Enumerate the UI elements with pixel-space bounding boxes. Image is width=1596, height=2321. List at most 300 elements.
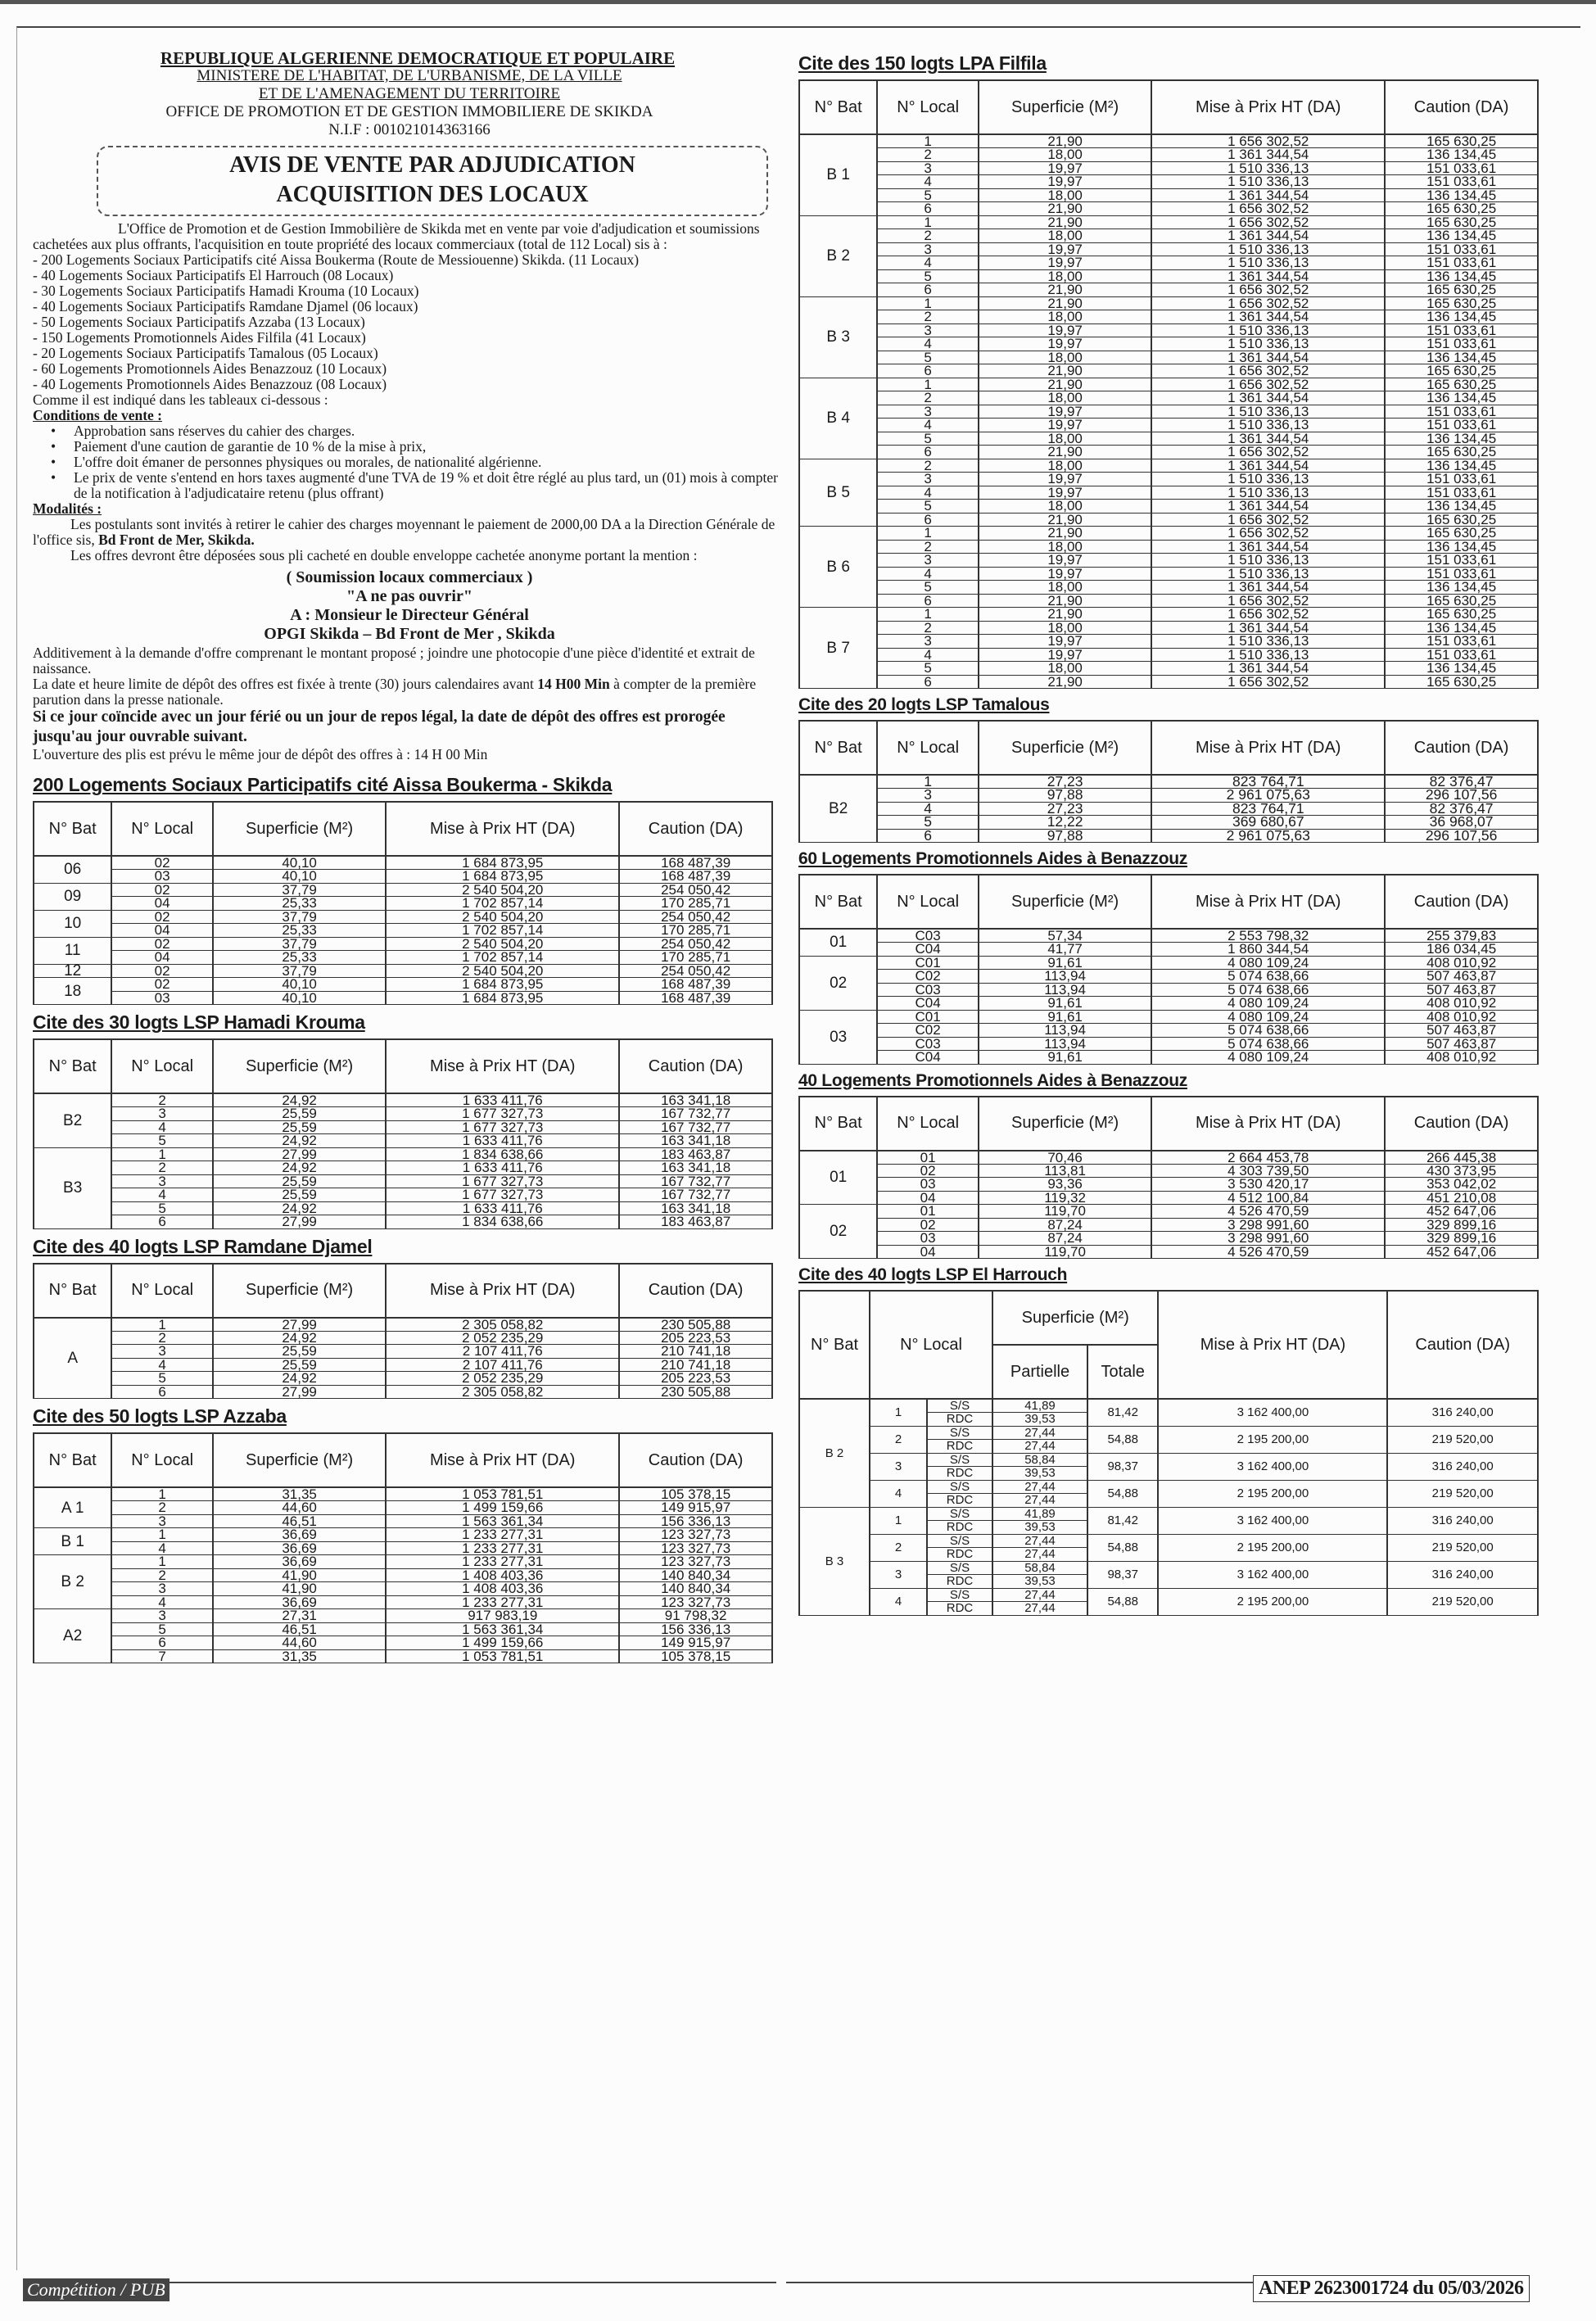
- partial-area-cell: 27,44: [992, 1534, 1087, 1548]
- table-row: [34, 1093, 772, 1107]
- building-cell: B2: [799, 775, 877, 843]
- price-cell: 5 074 638,66: [1151, 1037, 1385, 1051]
- deposit-cell: 168 487,39: [619, 870, 772, 884]
- area-cell: 21,90: [979, 527, 1151, 541]
- total-area-cell: 54,88: [1087, 1480, 1158, 1507]
- local-cell: 1: [111, 1528, 213, 1542]
- local-cell: 4: [877, 567, 979, 581]
- deposit-cell: 296 107,56: [1385, 789, 1538, 803]
- local-cell: 2: [877, 229, 979, 243]
- price-cell: 1 677 327,73: [386, 1174, 619, 1188]
- local-cell: 2: [877, 621, 979, 635]
- price-cell: 1 656 302,52: [1151, 446, 1385, 459]
- level-cell: RDC: [927, 1602, 992, 1616]
- col-superficie-header: Superficie (M²): [979, 875, 1151, 929]
- deposit-cell: 163 341,18: [619, 1134, 772, 1148]
- price-cell: 1 684 873,95: [386, 870, 619, 884]
- level-cell: S/S: [927, 1534, 992, 1548]
- partial-area-cell: 41,89: [992, 1399, 1087, 1413]
- table-row: [34, 1622, 772, 1636]
- local-cell: 5: [877, 269, 979, 283]
- area-cell: 40,10: [213, 870, 386, 884]
- building-cell: 02: [799, 956, 877, 1010]
- table-row: [799, 1010, 1538, 1024]
- local-cell: 3: [877, 242, 979, 256]
- total-area-cell: 98,37: [1087, 1453, 1158, 1480]
- local-cell: 3: [877, 789, 979, 803]
- table-row: [34, 910, 772, 924]
- local-cell: 7: [111, 1649, 213, 1663]
- col-local-header: N° Local: [877, 875, 979, 929]
- area-cell: 25,59: [213, 1345, 386, 1359]
- area-cell: 18,00: [979, 432, 1151, 446]
- building-cell: 10: [34, 910, 111, 937]
- deposit-cell: 168 487,39: [619, 978, 772, 992]
- col-caution-header: Caution (DA): [619, 1039, 772, 1093]
- price-cell: 5 074 638,66: [1151, 983, 1385, 997]
- local-cell: 4: [877, 337, 979, 351]
- local-cell: 3: [877, 473, 979, 486]
- opening-paragraph: L'ouverture des plis est prévu le même jour de dépôt des offres à : 14 H 00 Min: [33, 746, 488, 762]
- area-cell: 113,81: [979, 1164, 1151, 1178]
- deposit-cell: 210 741,18: [619, 1358, 772, 1372]
- price-cell: 3 298 991,60: [1151, 1218, 1385, 1232]
- local-cell: C02: [877, 970, 979, 984]
- area-cell: 93,36: [979, 1178, 1151, 1192]
- area-cell: 70,46: [979, 1151, 1151, 1165]
- local-cell: 01: [877, 1205, 979, 1219]
- site-item: - 50 Logements Sociaux Participatifs Azzaba (13 Locaux): [33, 314, 365, 330]
- deposit-cell: 165 630,25: [1385, 675, 1538, 689]
- area-cell: 21,90: [979, 283, 1151, 297]
- area-cell: 19,97: [979, 256, 1151, 270]
- table-row: [34, 1358, 772, 1372]
- local-cell: 04: [877, 1191, 979, 1205]
- area-cell: 19,97: [979, 405, 1151, 419]
- local-cell: 1: [111, 1555, 213, 1569]
- local-cell: 3: [111, 1514, 213, 1528]
- price-cell: 1 361 344,54: [1151, 229, 1385, 243]
- price-cell: 1 510 336,13: [1151, 175, 1385, 189]
- local-cell: 6: [877, 202, 979, 216]
- table-row: [34, 1147, 772, 1161]
- col-caution-header: Caution (DA): [1387, 1291, 1538, 1399]
- local-cell: 6: [111, 1636, 213, 1650]
- area-cell: 18,00: [979, 269, 1151, 283]
- deposit-cell: 91 798,32: [619, 1609, 772, 1623]
- col-bat-header: N° Bat: [34, 1433, 111, 1487]
- deposit-cell: 165 630,25: [1385, 364, 1538, 378]
- mention-line: A : Monsieur le Directeur Général: [290, 606, 529, 624]
- table-row: [799, 242, 1538, 256]
- local-cell: 6: [877, 446, 979, 459]
- deposit-cell: 353 042,02: [1385, 1178, 1538, 1192]
- table-row: [799, 1232, 1538, 1246]
- total-area-cell: 81,42: [1087, 1399, 1158, 1426]
- conditions-heading: Conditions de vente :: [33, 407, 162, 423]
- building-cell: B2: [34, 1093, 111, 1147]
- price-cell: 1 656 302,52: [1151, 134, 1385, 148]
- price-cell: 1 834 638,66: [386, 1147, 619, 1161]
- price-cell: 3 162 400,00: [1158, 1507, 1387, 1534]
- area-cell: 36,69: [213, 1541, 386, 1555]
- price-cell: 1 408 403,36: [386, 1582, 619, 1596]
- local-cell: 1: [111, 1318, 213, 1332]
- deposit-cell: 316 240,00: [1387, 1561, 1538, 1588]
- area-cell: 113,94: [979, 1037, 1151, 1051]
- local-cell: C03: [877, 983, 979, 997]
- table-row: [34, 937, 772, 951]
- price-cell: 1 656 302,52: [1151, 364, 1385, 378]
- area-cell: 24,92: [213, 1161, 386, 1175]
- price-cell: 4 080 109,24: [1151, 956, 1385, 970]
- area-cell: 21,90: [979, 215, 1151, 229]
- price-cell: 1 510 336,13: [1151, 405, 1385, 419]
- deposit-cell: 167 732,77: [619, 1120, 772, 1134]
- deposit-cell: 165 630,25: [1385, 513, 1538, 527]
- deposit-cell: 136 134,45: [1385, 391, 1538, 405]
- level-cell: S/S: [927, 1561, 992, 1575]
- table-row: [799, 337, 1538, 351]
- local-cell: 1: [877, 296, 979, 310]
- area-cell: 40,10: [213, 856, 386, 870]
- table-row: [799, 1164, 1538, 1178]
- building-cell: 01: [799, 929, 877, 956]
- local-cell: 1: [877, 527, 979, 541]
- area-cell: 18,00: [979, 621, 1151, 635]
- price-cell: 1 510 336,13: [1151, 648, 1385, 662]
- local-cell: 5: [877, 351, 979, 364]
- table-row: [34, 1555, 772, 1569]
- local-cell: 5: [877, 581, 979, 595]
- local-cell: 1: [111, 1487, 213, 1501]
- deposit-cell: 254 050,42: [619, 964, 772, 978]
- deposit-cell: 408 010,92: [1385, 1010, 1538, 1024]
- area-cell: 21,90: [979, 513, 1151, 527]
- price-cell: 1 860 344,54: [1151, 943, 1385, 957]
- area-cell: 97,88: [979, 789, 1151, 803]
- total-area-cell: 54,88: [1087, 1588, 1158, 1615]
- area-cell: 97,88: [979, 829, 1151, 843]
- area-cell: 21,90: [979, 675, 1151, 689]
- table-row: [34, 1528, 772, 1542]
- table-row: [799, 459, 1538, 473]
- price-cell: 5 074 638,66: [1151, 970, 1385, 984]
- table-row: [799, 675, 1538, 689]
- price-cell: 1 361 344,54: [1151, 310, 1385, 324]
- area-cell: 21,90: [979, 202, 1151, 216]
- deposit-cell: 151 033,61: [1385, 567, 1538, 581]
- local-cell: C03: [877, 1037, 979, 1051]
- price-cell: 3 162 400,00: [1158, 1453, 1387, 1480]
- area-cell: 19,97: [979, 337, 1151, 351]
- table-row: [799, 802, 1538, 816]
- local-cell: 5: [877, 816, 979, 830]
- table-row: [799, 1507, 1538, 1521]
- area-cell: 27,99: [213, 1215, 386, 1229]
- price-cell: 1 677 327,73: [386, 1120, 619, 1134]
- deposit-cell: 165 630,25: [1385, 283, 1538, 297]
- local-cell: 4: [111, 1358, 213, 1372]
- col-local-header: N° Local: [877, 80, 979, 134]
- level-cell: RDC: [927, 1575, 992, 1589]
- republic-line: REPUBLIQUE ALGERIENNE DEMOCRATIQUE ET POPULAIRE: [160, 48, 676, 68]
- local-cell: 2: [877, 148, 979, 162]
- table-title-filfila: Cite des 150 logts LPA Filfila: [798, 52, 1047, 74]
- building-cell: B 2: [799, 215, 877, 296]
- modalites-paragraph-2: Les offres devront être déposées sous pli cacheté en double enveloppe cachetée anonyme portant la mention :: [70, 547, 698, 563]
- table-row: [34, 897, 772, 911]
- table-row: [799, 594, 1538, 608]
- top-border: [0, 0, 1596, 4]
- local-cell: 5: [877, 188, 979, 202]
- ministry-line-2: ET DE L'AMENAGEMENT DU TERRITOIRE: [258, 85, 561, 102]
- price-cell: 1 684 873,95: [386, 856, 619, 870]
- col-superficie-header: Superficie (M²): [992, 1291, 1158, 1345]
- area-cell: 27,99: [213, 1318, 386, 1332]
- deposit-cell: 507 463,87: [1385, 1024, 1538, 1038]
- col-superficie-header: Superficie (M²): [213, 1039, 386, 1093]
- area-cell: 19,97: [979, 567, 1151, 581]
- area-cell: 44,60: [213, 1501, 386, 1515]
- price-cell: 3 298 991,60: [1151, 1232, 1385, 1246]
- level-cell: RDC: [927, 1521, 992, 1535]
- col-bat-header: N° Bat: [799, 721, 877, 775]
- building-cell: 03: [799, 1010, 877, 1064]
- deposit-cell: 170 285,71: [619, 924, 772, 938]
- deposit-cell: 151 033,61: [1385, 242, 1538, 256]
- area-cell: 37,79: [213, 910, 386, 924]
- partial-area-cell: 58,84: [992, 1561, 1087, 1575]
- deadline-paragraph: [33, 676, 786, 708]
- local-cell: 5: [111, 1372, 213, 1386]
- price-cell: 1 656 302,52: [1151, 378, 1385, 391]
- table-row: [799, 635, 1538, 649]
- table-row: [34, 1385, 772, 1399]
- price-cell: 2 961 075,63: [1151, 829, 1385, 843]
- deposit-cell: 136 134,45: [1385, 432, 1538, 446]
- local-cell: 5: [877, 432, 979, 446]
- price-cell: 2 195 200,00: [1158, 1588, 1387, 1615]
- table-row: [799, 229, 1538, 243]
- building-cell: 06: [34, 856, 111, 883]
- local-cell: 2: [870, 1426, 927, 1453]
- total-area-cell: 54,88: [1087, 1426, 1158, 1453]
- deposit-cell: 123 327,73: [619, 1555, 772, 1569]
- header-row: [34, 1433, 772, 1487]
- table-row: [34, 1514, 772, 1528]
- level-cell: RDC: [927, 1494, 992, 1508]
- area-cell: 19,97: [979, 323, 1151, 337]
- area-cell: 25,59: [213, 1188, 386, 1202]
- deposit-cell: 163 341,18: [619, 1161, 772, 1175]
- deposit-cell: 151 033,61: [1385, 175, 1538, 189]
- col-caution-header: Caution (DA): [1385, 875, 1538, 929]
- deposit-cell: 168 487,39: [619, 991, 772, 1005]
- building-cell: B 7: [799, 608, 877, 689]
- local-cell: 3: [877, 405, 979, 419]
- price-cell: 2 540 504,20: [386, 883, 619, 897]
- price-cell: 1 510 336,13: [1151, 473, 1385, 486]
- price-cell: 1 510 336,13: [1151, 567, 1385, 581]
- area-cell: 19,97: [979, 161, 1151, 175]
- area-cell: 21,90: [979, 364, 1151, 378]
- deposit-cell: 136 134,45: [1385, 148, 1538, 162]
- col-caution-header: Caution (DA): [1385, 1097, 1538, 1151]
- deposit-cell: 136 134,45: [1385, 229, 1538, 243]
- deposit-cell: 151 033,61: [1385, 473, 1538, 486]
- table-row: [799, 310, 1538, 324]
- table-row: [799, 446, 1538, 459]
- table-row: [34, 1174, 772, 1188]
- deposit-cell: 136 134,45: [1385, 662, 1538, 676]
- building-cell: B 2: [34, 1555, 111, 1609]
- notice-body: [33, 221, 786, 762]
- deposit-cell: 165 630,25: [1385, 594, 1538, 608]
- local-cell: 1: [877, 608, 979, 622]
- level-cell: S/S: [927, 1588, 992, 1602]
- price-cell: 2 052 235,29: [386, 1331, 619, 1345]
- col-totale-header: Totale: [1087, 1345, 1158, 1399]
- table-row: [34, 1636, 772, 1650]
- price-cell: 1 656 302,52: [1151, 527, 1385, 541]
- price-cell: 2 305 058,82: [386, 1385, 619, 1399]
- col-partielle-header: Partielle: [992, 1345, 1087, 1399]
- table-row: [799, 1426, 1538, 1440]
- price-cell: 1 233 277,31: [386, 1528, 619, 1542]
- price-cell: 823 764,71: [1151, 802, 1385, 816]
- price-cell: 1 633 411,76: [386, 1093, 619, 1107]
- table-row: [799, 540, 1538, 554]
- col-prix-header: Mise à Prix HT (DA): [1151, 721, 1385, 775]
- table-row: [34, 964, 772, 978]
- intro-paragraph: L'Office de Promotion et de Gestion Immobilière de Skikda met en vente par voie d'adjudication et soumissions cachetées aux plus offrants, l'acquisition en toute propriété des locaux commerciaux (total de 112 Local) sis à :: [33, 220, 760, 252]
- deposit-cell: 167 732,77: [619, 1174, 772, 1188]
- table-row: [799, 1205, 1538, 1219]
- local-cell: 1: [877, 134, 979, 148]
- deadline-time: 14 H00 Min: [537, 676, 610, 692]
- price-cell: 917 983,19: [386, 1609, 619, 1623]
- deadline-text-end: à compter de la première parution dans la presse nationale.: [33, 676, 757, 708]
- local-cell: 04: [877, 1245, 979, 1259]
- local-cell: 4: [877, 486, 979, 500]
- deposit-cell: 140 840,34: [619, 1582, 772, 1596]
- area-cell: 46,51: [213, 1514, 386, 1528]
- table-row: [34, 924, 772, 938]
- area-cell: 21,90: [979, 608, 1151, 622]
- deposit-cell: 165 630,25: [1385, 134, 1538, 148]
- partial-area-cell: 39,53: [992, 1413, 1087, 1427]
- price-cell: 1 053 781,51: [386, 1487, 619, 1501]
- area-cell: 25,33: [213, 951, 386, 965]
- price-cell: 1 633 411,76: [386, 1134, 619, 1148]
- level-cell: S/S: [927, 1507, 992, 1521]
- price-cell: 1 499 159,66: [386, 1501, 619, 1515]
- table-row: [799, 1480, 1538, 1494]
- price-cell: 1 361 344,54: [1151, 432, 1385, 446]
- table-row: [799, 473, 1538, 486]
- level-cell: RDC: [927, 1548, 992, 1562]
- price-cell: 2 540 504,20: [386, 964, 619, 978]
- col-caution-header: Caution (DA): [1385, 721, 1538, 775]
- local-cell: 04: [111, 924, 213, 938]
- deposit-cell: 151 033,61: [1385, 337, 1538, 351]
- price-cell: 1 633 411,76: [386, 1161, 619, 1175]
- price-cell: 2 107 411,76: [386, 1345, 619, 1359]
- local-cell: C01: [877, 1010, 979, 1024]
- table-row: [799, 269, 1538, 283]
- price-cell: 4 080 109,24: [1151, 1010, 1385, 1024]
- table-row: [34, 951, 772, 965]
- ministry-line: MINISTERE DE L'HABITAT, DE L'URBANISME, DE LA VILLE: [197, 67, 622, 84]
- conditions-list: [51, 423, 786, 501]
- local-cell: 4: [111, 1541, 213, 1555]
- table-row: [799, 351, 1538, 364]
- price-cell: 1 361 344,54: [1151, 500, 1385, 514]
- price-cell: 2 664 453,78: [1151, 1151, 1385, 1165]
- table-row: [34, 1568, 772, 1582]
- deposit-cell: 149 915,97: [619, 1636, 772, 1650]
- local-cell: 3: [877, 635, 979, 649]
- price-cell: 1 656 302,52: [1151, 513, 1385, 527]
- col-bat-header: N° Bat: [34, 1264, 111, 1318]
- price-cell: 1 834 638,66: [386, 1215, 619, 1229]
- price-cell: 1 361 344,54: [1151, 188, 1385, 202]
- local-cell: 02: [877, 1218, 979, 1232]
- deposit-cell: 230 505,88: [619, 1318, 772, 1332]
- table-row: [799, 621, 1538, 635]
- deposit-cell: 329 899,16: [1385, 1232, 1538, 1246]
- local-cell: 2: [877, 310, 979, 324]
- deposit-cell: 451 210,08: [1385, 1191, 1538, 1205]
- deposit-cell: 82 376,47: [1385, 802, 1538, 816]
- local-cell: 3: [877, 323, 979, 337]
- price-cell: 1 510 336,13: [1151, 337, 1385, 351]
- partial-area-cell: 27,44: [992, 1588, 1087, 1602]
- price-cell: 1 510 336,13: [1151, 256, 1385, 270]
- table-title-harrouch: Cite des 40 logts LSP El Harrouch: [798, 1265, 1068, 1284]
- table-row: [34, 991, 772, 1005]
- table-row: [34, 978, 772, 992]
- price-cell: 1 656 302,52: [1151, 675, 1385, 689]
- table-row: [799, 148, 1538, 162]
- holiday-paragraph: Si ce jour coïncide avec un jour férié ou un jour de repos légal, la date de dépôt des offres est prorogée jusqu'au jour ouvrable suivant.: [33, 708, 726, 745]
- local-cell: 1: [877, 215, 979, 229]
- partial-area-cell: 27,44: [992, 1426, 1087, 1440]
- col-caution-header: Caution (DA): [619, 1264, 772, 1318]
- footer-anep-reference: ANEP 2623001724 du 05/03/2026: [1253, 2275, 1530, 2302]
- col-bat-header: N° Bat: [799, 1097, 877, 1151]
- deposit-cell: 136 134,45: [1385, 188, 1538, 202]
- office-line: OFFICE DE PROMOTION ET DE GESTION IMMOBILIERE DE SKIKDA: [165, 103, 653, 120]
- modalites-paragraph-1: [33, 517, 786, 548]
- local-cell: 02: [111, 937, 213, 951]
- local-cell: 5: [111, 1201, 213, 1215]
- partial-area-cell: 27,44: [992, 1440, 1087, 1454]
- building-cell: B 2: [799, 1399, 870, 1507]
- deposit-cell: 205 223,53: [619, 1331, 772, 1345]
- area-cell: 91,61: [979, 997, 1151, 1011]
- deposit-cell: 167 732,77: [619, 1188, 772, 1202]
- col-bat-header: N° Bat: [34, 1039, 111, 1093]
- price-cell: 4 512 100,84: [1151, 1191, 1385, 1205]
- col-local-header: N° Local: [870, 1291, 992, 1399]
- local-cell: 6: [111, 1215, 213, 1229]
- local-cell: 6: [877, 829, 979, 843]
- area-cell: 25,59: [213, 1358, 386, 1372]
- area-cell: 21,90: [979, 446, 1151, 459]
- local-cell: C04: [877, 1051, 979, 1065]
